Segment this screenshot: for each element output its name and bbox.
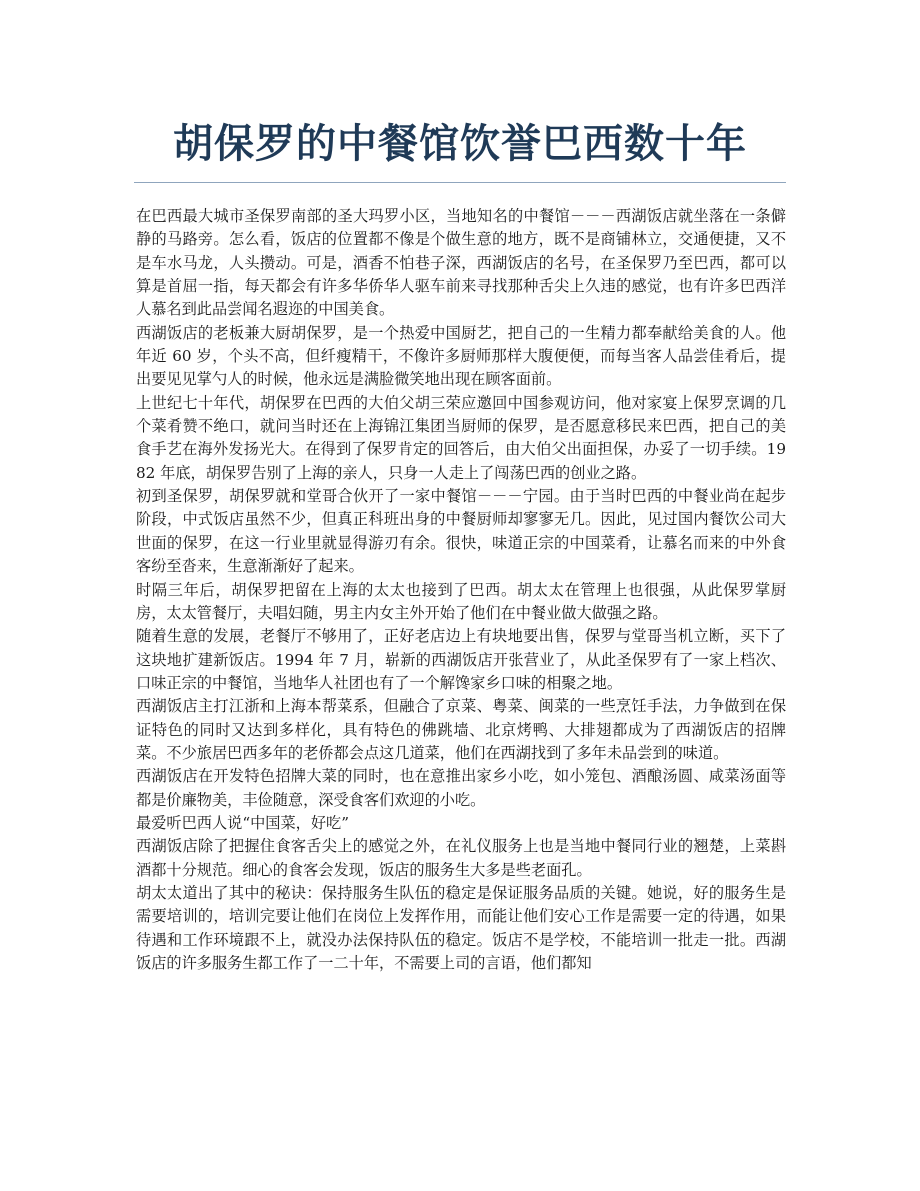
document-title: 胡保罗的中餐馆饮誉巴西数十年 <box>173 121 747 167</box>
paragraph-4: 初到圣保罗，胡保罗就和堂哥合伙开了一家中餐馆－－－宁园。由于当时巴西的中餐业尚在起步阶段，中式饭店虽然不少，但真正科班出身的中餐厨师却寥寥无几。因此，见过国内餐饮公司大世面的保罗，在这一行业里就显得游刃有余。很快，味道正宗的中国菜肴，让慕名而来的中外食客纷至沓来，生意渐渐好了起来。 <box>136 487 786 576</box>
paragraph-5: 时隔三年后，胡保罗把留在上海的太太也接到了巴西。胡太太在管理上也很强，从此保罗掌厨房，太太管餐厅，夫唱妇随，男主内女主外开始了他们在中餐业做大做强之路。 <box>136 580 786 622</box>
paragraph-9: 西湖饭店除了把握住食客舌尖上的感觉之外，在礼仪服务上也是当地中餐同行业的翘楚，上菜斟酒都十分规范。细心的食客会发现，饭店的服务生大多是些老面孔。 <box>136 837 786 879</box>
paragraph-10: 胡太太道出了其中的秘诀：保持服务生队伍的稳定是保证服务品质的关键。她说，好的服务生是需要培训的，培训完要让他们在岗位上发挥作用，而能让他们安心工作是需要一定的待遇，如果待遇和工作环境跟不上，就没办法保持队伍的稳定。饭店不是学校，不能培训一批走一批。西湖饭店的许多服务生都工作了一二十年，不需要上司的言语，他们都知 <box>136 883 786 972</box>
paragraph-3: 上世纪七十年代，胡保罗在巴西的大伯父胡三荣应邀回中国参观访问，他对家宴上保罗烹调的几个菜肴赞不绝口，就问当时还在上海锦江集团当厨师的保罗，是否愿意移民来巴西，把自己的美食手艺在海外发扬光大。在得到了保罗肯定的回答后，由大伯父出面担保，办妥了一切手续。1982 年底，胡保罗告别了上海的亲人，只身一人走上了闯荡巴西的创业之路。 <box>136 393 786 482</box>
paragraph-7: 西湖饭店主打江浙和上海本帮菜系，但融合了京菜、粤菜、闽菜的一些烹饪手法，力争做到在保证特色的同时又达到多样化，具有特色的佛跳墙、北京烤鸭、大排翅都成为了西湖饭店的招牌菜。不少旅居巴西多年的老侨都会点这几道菜，他们在西湖找到了多年未品尝到的味道。 <box>136 697 786 762</box>
paragraph-8: 西湖饭店在开发特色招牌大菜的同时，也在意推出家乡小吃，如小笼包、酒酿汤圆、咸菜汤面等都是价廉物美，丰俭随意，深受食客们欢迎的小吃。 <box>136 767 786 809</box>
paragraph-2: 西湖饭店的老板兼大厨胡保罗，是一个热爱中国厨艺，把自己的一生精力都奉献给美食的人。他年近 60 岁，个头不高，但纤瘦精干，不像许多厨师那样大腹便便，而每当客人品尝佳肴后，提出要见见掌勺人的时候，他永远是满脸微笑地出现在顾客面前。 <box>136 323 786 389</box>
article-body <box>136 205 786 975</box>
paragraph-1: 在巴西最大城市圣保罗南部的圣大玛罗小区，当地知名的中餐馆－－－西湖饭店就坐落在一条僻静的马路旁。怎么看，饭店的位置都不像是个做生意的地方，既不是商铺林立，交通便捷，又不是车水马龙，人头攒动。可是，酒香不怕巷子深，西湖饭店的名号，在圣保罗乃至巴西，都可以算是首屈一指，每天都会有许多华侨华人驱车前来寻找那种舌尖上久违的感觉，也有许多巴西洋人慕名到此品尝闻名遐迩的中国美食。 <box>136 207 786 319</box>
section-heading: 最爱听巴西人说“中国菜，好吃” <box>136 813 349 832</box>
title-divider <box>134 182 786 183</box>
paragraph-6: 随着生意的发展，老餐厅不够用了，正好老店边上有块地要出售，保罗与堂哥当机立断，买下了这块地扩建新饭店。1994 年 7 月，崭新的西湖饭店开张营业了，从此圣保罗有了一家上档次、口味正宗的中餐馆，当地华人社团也有了一个解馋家乡口味的相聚之地。 <box>136 627 786 692</box>
